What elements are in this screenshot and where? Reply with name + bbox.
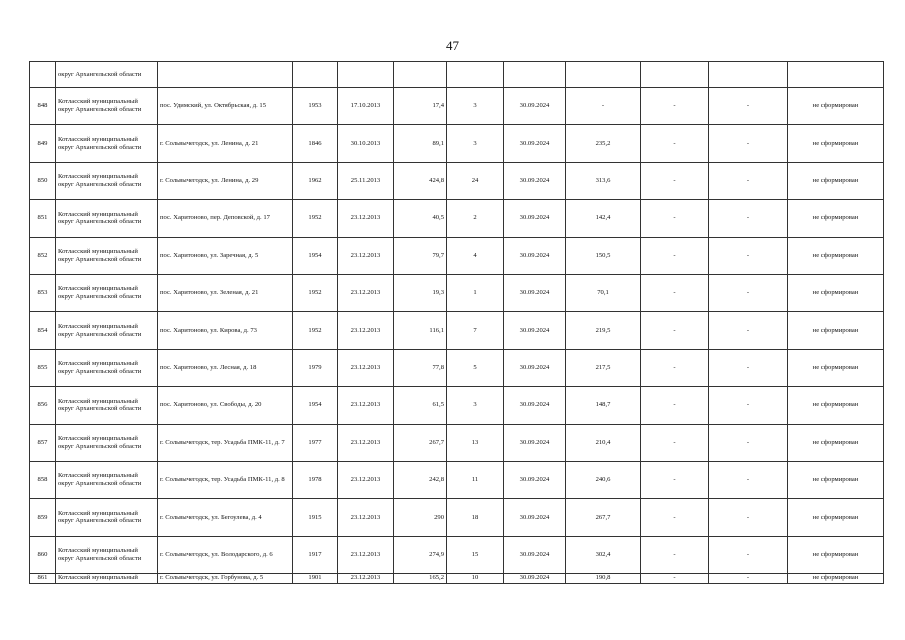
cell-address: пос. Харитоново, ул. Свободы, д. 20 (158, 387, 293, 424)
table-row (30, 200, 884, 237)
cell-address: г. Сольвычегодск, тер. Усадьба ПМК-11, д. 8 (158, 461, 293, 498)
cell-municipality: Котласский муниципальный округ Архангельской области (56, 162, 158, 199)
cell-area: 267,7 (394, 424, 447, 461)
cell-flats: 2 (447, 200, 504, 237)
cell-date: 17.10.2013 (338, 88, 394, 125)
cell-date: 23.12.2013 (338, 349, 394, 386)
cell-area: 77,8 (394, 349, 447, 386)
cell-deadline: 30.09.2024 (504, 125, 566, 162)
table-row (30, 461, 884, 498)
cell-year: 1917 (293, 536, 338, 573)
table-row (30, 162, 884, 199)
cell-extra: 313,6 (566, 162, 641, 199)
cell-address: пос. Харитоново, ул. Лесная, д. 18 (158, 349, 293, 386)
cell-year: 1901 (293, 574, 338, 584)
cell-flats: 13 (447, 424, 504, 461)
cell-num: 860 (30, 536, 56, 573)
cell-date: 23.12.2013 (338, 499, 394, 536)
cell-flats: 3 (447, 88, 504, 125)
cell-municipality: округ Архангельской области (56, 62, 158, 88)
cell-year: 1954 (293, 237, 338, 274)
cell-d2: - (709, 499, 788, 536)
cell-area: 424,8 (394, 162, 447, 199)
cell-deadline: 30.09.2024 (504, 387, 566, 424)
table-row (30, 125, 884, 162)
cell-status: не сформирован (788, 499, 884, 536)
cell-municipality: Котласский муниципальный округ Архангельской области (56, 349, 158, 386)
cell-status: не сформирован (788, 536, 884, 573)
cell-num: 858 (30, 461, 56, 498)
cell-flats: 11 (447, 461, 504, 498)
cell-d1: - (641, 536, 709, 573)
cell-deadline: 30.09.2024 (504, 536, 566, 573)
cell-extra: 190,8 (566, 574, 641, 584)
cell-year: 1978 (293, 461, 338, 498)
cell-municipality: Котласский муниципальный округ Архангельской области (56, 499, 158, 536)
cell-status: не сформирован (788, 162, 884, 199)
cell-status: не сформирован (788, 125, 884, 162)
housing-registry-table (29, 61, 884, 584)
cell-d2 (709, 62, 788, 88)
cell-flats: 7 (447, 312, 504, 349)
cell-flats: 10 (447, 574, 504, 584)
cell-extra: 235,2 (566, 125, 641, 162)
cell-area: 165,2 (394, 574, 447, 584)
cell-status (788, 62, 884, 88)
cell-address: пос. Харитоново, ул. Заречная, д. 5 (158, 237, 293, 274)
cell-area: 89,1 (394, 125, 447, 162)
cell-flats: 3 (447, 125, 504, 162)
cell-date: 23.12.2013 (338, 387, 394, 424)
cell-flats: 1 (447, 274, 504, 311)
cell-date: 23.12.2013 (338, 312, 394, 349)
cell-year: 1954 (293, 387, 338, 424)
cell-num: 853 (30, 274, 56, 311)
cell-num: 861 (30, 574, 56, 584)
cell-d2: - (709, 88, 788, 125)
cell-date: 25.11.2013 (338, 162, 394, 199)
cell-address: пос. Удимский, ул. Октябрьская, д. 15 (158, 88, 293, 125)
cell-year: 1952 (293, 274, 338, 311)
cell-municipality: Котласский муниципальный округ Архангельской области (56, 200, 158, 237)
cell-municipality: Котласский муниципальный округ Архангельской области (56, 125, 158, 162)
cell-area: 116,1 (394, 312, 447, 349)
cell-area: 242,8 (394, 461, 447, 498)
table-row (30, 574, 884, 584)
cell-extra: 240,6 (566, 461, 641, 498)
cell-d2: - (709, 237, 788, 274)
cell-area: 19,3 (394, 274, 447, 311)
cell-area: 290 (394, 499, 447, 536)
cell-num (30, 62, 56, 88)
cell-extra: - (566, 88, 641, 125)
cell-deadline: 30.09.2024 (504, 461, 566, 498)
cell-address: г. Сольвычегодск, ул. Горбунова, д. 5 (158, 574, 293, 584)
cell-date: 23.12.2013 (338, 536, 394, 573)
cell-municipality: Котласский муниципальный округ Архангельской области (56, 536, 158, 573)
cell-num: 856 (30, 387, 56, 424)
cell-status: не сформирован (788, 88, 884, 125)
cell-area: 61,5 (394, 387, 447, 424)
cell-deadline: 30.09.2024 (504, 200, 566, 237)
cell-year: 1962 (293, 162, 338, 199)
table-row (30, 62, 884, 88)
cell-status: не сформирован (788, 237, 884, 274)
cell-year: 1979 (293, 349, 338, 386)
table-row (30, 536, 884, 573)
cell-status: не сформирован (788, 574, 884, 584)
cell-d1: - (641, 387, 709, 424)
cell-flats: 15 (447, 536, 504, 573)
cell-d2: - (709, 574, 788, 584)
table-row (30, 237, 884, 274)
cell-flats (447, 62, 504, 88)
cell-d1: - (641, 499, 709, 536)
cell-num: 849 (30, 125, 56, 162)
cell-status: не сформирован (788, 312, 884, 349)
cell-year: 1952 (293, 312, 338, 349)
cell-deadline: 30.09.2024 (504, 424, 566, 461)
cell-municipality: Котласский муниципальный округ Архангельской области (56, 237, 158, 274)
cell-d2: - (709, 387, 788, 424)
cell-d2: - (709, 312, 788, 349)
cell-address: г. Сольвычегодск, ул. Ленина, д. 29 (158, 162, 293, 199)
cell-municipality: Котласский муниципальный округ Архангельской области (56, 424, 158, 461)
cell-d2: - (709, 536, 788, 573)
table-row (30, 312, 884, 349)
cell-deadline: 30.09.2024 (504, 312, 566, 349)
cell-d2: - (709, 349, 788, 386)
cell-d1: - (641, 349, 709, 386)
cell-d1: - (641, 312, 709, 349)
cell-extra: 217,5 (566, 349, 641, 386)
cell-municipality: Котласский муниципальный округ Архангельской области (56, 88, 158, 125)
cell-d2: - (709, 424, 788, 461)
table-body (30, 62, 884, 584)
cell-d2: - (709, 274, 788, 311)
page-number: 47 (446, 38, 459, 53)
table-row (30, 499, 884, 536)
cell-d1: - (641, 200, 709, 237)
cell-status: не сформирован (788, 274, 884, 311)
cell-address: г. Сольвычегодск, ул. Володарского, д. 6 (158, 536, 293, 573)
cell-flats: 3 (447, 387, 504, 424)
cell-deadline: 30.09.2024 (504, 88, 566, 125)
cell-year: 1846 (293, 125, 338, 162)
cell-year: 1952 (293, 200, 338, 237)
table-row (30, 274, 884, 311)
cell-year: 1915 (293, 499, 338, 536)
cell-num: 857 (30, 424, 56, 461)
cell-deadline: 30.09.2024 (504, 349, 566, 386)
cell-extra: 148,7 (566, 387, 641, 424)
cell-year: 1953 (293, 88, 338, 125)
cell-num: 851 (30, 200, 56, 237)
cell-address: г. Сольвычегодск, ул. Бегоулева, д. 4 (158, 499, 293, 536)
cell-d2: - (709, 200, 788, 237)
cell-municipality: Котласский муниципальный округ Архангельской области (56, 461, 158, 498)
table-row (30, 349, 884, 386)
cell-date: 23.12.2013 (338, 200, 394, 237)
cell-area: 274,9 (394, 536, 447, 573)
cell-address: пос. Харитоново, ул. Кирова, д. 73 (158, 312, 293, 349)
cell-extra: 267,7 (566, 499, 641, 536)
cell-extra: 142,4 (566, 200, 641, 237)
cell-num: 855 (30, 349, 56, 386)
cell-address: пос. Харитоново, пер. Деповской, д. 17 (158, 200, 293, 237)
cell-d2: - (709, 162, 788, 199)
cell-deadline: 30.09.2024 (504, 274, 566, 311)
cell-status: не сформирован (788, 200, 884, 237)
cell-num: 854 (30, 312, 56, 349)
cell-date (338, 62, 394, 88)
cell-deadline: 30.09.2024 (504, 499, 566, 536)
cell-date: 23.12.2013 (338, 424, 394, 461)
cell-status: не сформирован (788, 387, 884, 424)
cell-area: 40,5 (394, 200, 447, 237)
cell-deadline: 30.09.2024 (504, 237, 566, 274)
cell-municipality: Котласский муниципальный округ Архангельской области (56, 274, 158, 311)
cell-address (158, 62, 293, 88)
cell-address: г. Сольвычегодск, тер. Усадьба ПМК-11, д. 7 (158, 424, 293, 461)
cell-d1: - (641, 125, 709, 162)
cell-flats: 5 (447, 349, 504, 386)
table-row (30, 88, 884, 125)
cell-d1 (641, 62, 709, 88)
cell-d2: - (709, 461, 788, 498)
cell-deadline: 30.09.2024 (504, 574, 566, 584)
cell-area: 17,4 (394, 88, 447, 125)
cell-flats: 4 (447, 237, 504, 274)
cell-extra: 210,4 (566, 424, 641, 461)
cell-flats: 18 (447, 499, 504, 536)
cell-num: 848 (30, 88, 56, 125)
cell-deadline: 30.09.2024 (504, 162, 566, 199)
cell-d1: - (641, 461, 709, 498)
cell-deadline (504, 62, 566, 88)
cell-d1: - (641, 424, 709, 461)
cell-extra: 150,5 (566, 237, 641, 274)
cell-d1: - (641, 574, 709, 584)
cell-num: 852 (30, 237, 56, 274)
cell-extra: 70,1 (566, 274, 641, 311)
cell-status: не сформирован (788, 461, 884, 498)
cell-address: г. Сольвычегодск, ул. Ленина, д. 21 (158, 125, 293, 162)
cell-d2: - (709, 125, 788, 162)
cell-d1: - (641, 237, 709, 274)
cell-status: не сформирован (788, 349, 884, 386)
table-row (30, 424, 884, 461)
cell-date: 23.12.2013 (338, 574, 394, 584)
cell-num: 850 (30, 162, 56, 199)
cell-area (394, 62, 447, 88)
cell-date: 30.10.2013 (338, 125, 394, 162)
cell-flats: 24 (447, 162, 504, 199)
cell-d1: - (641, 274, 709, 311)
cell-date: 23.12.2013 (338, 274, 394, 311)
cell-date: 23.12.2013 (338, 461, 394, 498)
cell-address: пос. Харитоново, ул. Зеленая, д. 21 (158, 274, 293, 311)
cell-municipality: Котласский муниципальный округ Архангельской области (56, 312, 158, 349)
cell-municipality: Котласский муниципальный округ Архангельской области (56, 387, 158, 424)
cell-status: не сформирован (788, 424, 884, 461)
cell-extra (566, 62, 641, 88)
cell-year (293, 62, 338, 88)
cell-area: 79,7 (394, 237, 447, 274)
cell-extra: 302,4 (566, 536, 641, 573)
cell-municipality: Котласский муниципальный (56, 574, 158, 584)
cell-extra: 219,5 (566, 312, 641, 349)
cell-date: 23.12.2013 (338, 237, 394, 274)
cell-d1: - (641, 88, 709, 125)
cell-num: 859 (30, 499, 56, 536)
cell-year: 1977 (293, 424, 338, 461)
table-row (30, 387, 884, 424)
cell-d1: - (641, 162, 709, 199)
